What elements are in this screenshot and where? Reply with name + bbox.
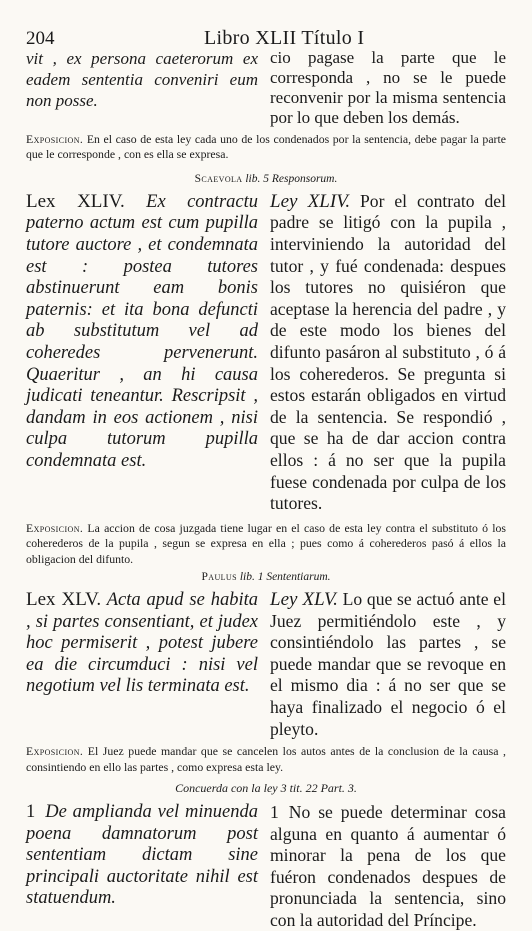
lex-45-latin <box>26 589 258 698</box>
lex-45-latin-text: Acta apud se habita , si partes consentiant, et judex hoc permiserit , potest jubere ea die circumduci : nisi vel negotium vel lis terminata est. <box>26 589 258 697</box>
page-number: 204 <box>26 28 55 49</box>
exposicion-1 <box>26 132 506 163</box>
concordance-note: Concuerda con la ley 3 tit. 22 Part. 3. <box>175 780 357 795</box>
ley-45-spanish <box>270 589 506 740</box>
exposicion-text: La accion de cosa juzgada tiene lugar en el caso de esta ley contra el substituto ó los coherederos de la pupila , segun se expresa en ella ; pues como á coherederos pasó á ellos la obligacion del difunto. <box>26 520 506 566</box>
book-page <box>26 16 506 931</box>
lex-45-heading: Lex XLV. <box>26 588 102 610</box>
source-citation-1 <box>26 173 506 185</box>
section-1-latin-text: De amplianda vel minuenda poena damnatorum post sententiam dictam sine principali auctoritate nihil est statuendum. <box>26 801 258 909</box>
exposicion-label: Exposicion. <box>26 132 84 146</box>
section-1-spanish <box>270 802 506 931</box>
ley-44-spanish-text: Por el contrato del padre se litigó con la pupila , interviniendo la autoridad del tutor , y fué condenada: despues los tutores no quisiéron que aceptase la herencia del padre , y de este modo los bienes del difunto pasáron al substituto , ó á los coherederos. Se pregunta si estos estarán obligados en virtud de la sentencia. Se respondió , que se ha de dar accion contra ellos : á no ser que la pupila fuese condenada por culpa de los tutores. <box>270 190 507 514</box>
latin-continuation: vit , ex persona caeterorum ex eadem sententia conveniri eum non posse. <box>26 49 258 110</box>
exposicion-3 <box>26 744 506 775</box>
section-1-number: 1 <box>270 801 279 822</box>
continuation-block <box>26 48 506 128</box>
exposicion-text: En el caso de esta ley cada uno de los condenados por la sentencia, debe pagar la parte que le corresponde , con es ella se expresa. <box>26 132 506 162</box>
source-ref: lib. 5 Responsorum. <box>242 172 338 185</box>
section-1-block <box>26 802 506 931</box>
section-1-number: 1 <box>26 801 36 822</box>
exposicion-2 <box>26 521 506 567</box>
source-author: Paulus <box>201 570 237 583</box>
lex-44-heading: Lex XLIV. <box>26 190 125 212</box>
lex-45-block <box>26 589 506 740</box>
exposicion-text: El Juez puede mandar que se cancelen los autos antes de la conclusion de la causa , consintiendo en ello las partes , como expresa esta ley. <box>26 744 506 774</box>
running-head: Libro XLII Título I <box>204 27 365 49</box>
ley-44-spanish <box>270 191 506 515</box>
section-1-latin <box>26 802 258 910</box>
lex-44-block <box>26 191 506 515</box>
section-1-spanish-text: No se puede determinar cosa alguna en quanto á aumentar ó minorar la pena de los que fuéron condenados despues de pronunciada la sentencia, sino con la autoridad del Príncipe. <box>270 801 506 930</box>
source-author: Scaevola <box>194 172 243 185</box>
exposicion-label: Exposicion. <box>26 744 84 759</box>
source-ref: lib. 1 Sententiarum. <box>236 570 331 583</box>
source-citation-2 <box>26 571 506 583</box>
ley-45-heading: Ley XLV. <box>270 588 338 610</box>
ley-44-heading: Ley XLIV. <box>270 190 351 212</box>
exposicion-label: Exposicion. <box>26 520 84 535</box>
spanish-continuation: cio pagase la parte que le corresponda , no se le puede reconvenir por la misma sentencia por lo que deben los demás. <box>270 48 506 127</box>
page-header <box>26 16 506 49</box>
lex-44-latin <box>26 191 258 473</box>
lex-44-latin-text: Ex contractu paterno actum est cum pupilla tutore auctore , et condemnata est : postea tutores abstinuerunt eam bonis paternis: et ita bona defuncti ab substitutum vel ad coheredes pervenerunt. Quaeritur , an hi causa judicati teneantur. Rescripsit , dandam in eos actionem , nisi culpa tutorum pupilla condemnata est. <box>26 191 259 471</box>
ley-45-spanish-text: Lo que se actuó ante el Juez permitiéndolo este , y consintiéndolo las partes , se puede mandar que se revoque en el mismo dia : á no ser que se haya finalizado el negocio ó el pleyto. <box>270 588 507 739</box>
